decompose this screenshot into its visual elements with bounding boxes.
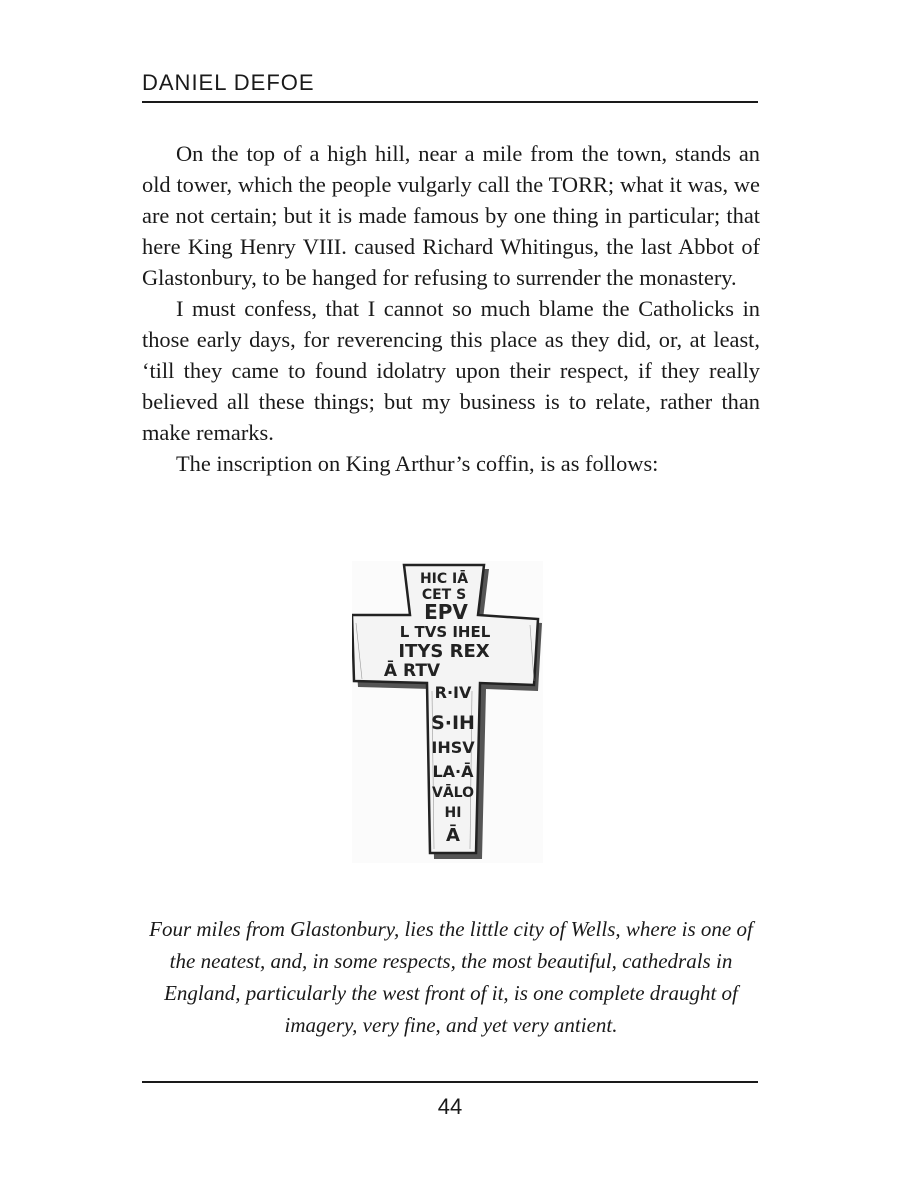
inscription-line: R·IV	[434, 683, 472, 702]
inscription-line: VĀLO	[432, 785, 474, 801]
cross-drawing	[352, 561, 543, 863]
figure-caption: Four miles from Glastonbury, lies the little city of Wells, where is one of the neatest, and, in some respects, the most beautiful, cathedrals in England, particularly the west front of it, is one complete draught of imagery, very fine, and yet very antient.	[149, 917, 753, 1037]
inscription-line: HI	[444, 805, 462, 821]
paragraph-torr: On the top of a high hill, near a mile from the town, stands an old tower, which the people vulgarly call the TORR; what it was, we are not certain; but it is made famous by one thing in particular; that here King Henry VIII. caused Richard Whitingus, the last Abbot of Glastonbury, to be hanged for refusing to surrender the monastery.	[142, 141, 760, 290]
inscription-line: HIC IĀ	[419, 571, 469, 587]
body-text	[142, 138, 760, 479]
inscription-line: Ā RTV	[383, 661, 441, 681]
arthur-cross-illustration	[352, 561, 543, 863]
inscription-line: IHSV	[431, 738, 475, 757]
inscription-line: CET S	[421, 587, 467, 603]
paragraph-inscription-intro: The inscription on King Arthur’s coffin, is as follows:	[176, 451, 659, 476]
inscription-line: S·IH	[431, 712, 475, 734]
inscription-line: EPV	[424, 600, 468, 624]
inscription-line: ITYS REX	[398, 641, 490, 662]
running-header: DANIEL DEFOE	[142, 70, 315, 95]
inscription-line: LA·Ā	[432, 762, 474, 781]
inscription-line: Ā	[446, 825, 460, 846]
page-number: 44	[437, 1094, 463, 1119]
footer-rule	[142, 1081, 758, 1083]
inscription-line: L TVS IHEL	[399, 623, 491, 641]
paragraph-catholicks: I must confess, that I cannot so much blame the Catholicks in those early days, for reverencing this place as they did, or, at least, ‘till they came to found idolatry upon their respect, if they really believed all these things; but my business is to relate, rather than make remarks.	[142, 296, 760, 445]
header-rule	[142, 101, 758, 103]
